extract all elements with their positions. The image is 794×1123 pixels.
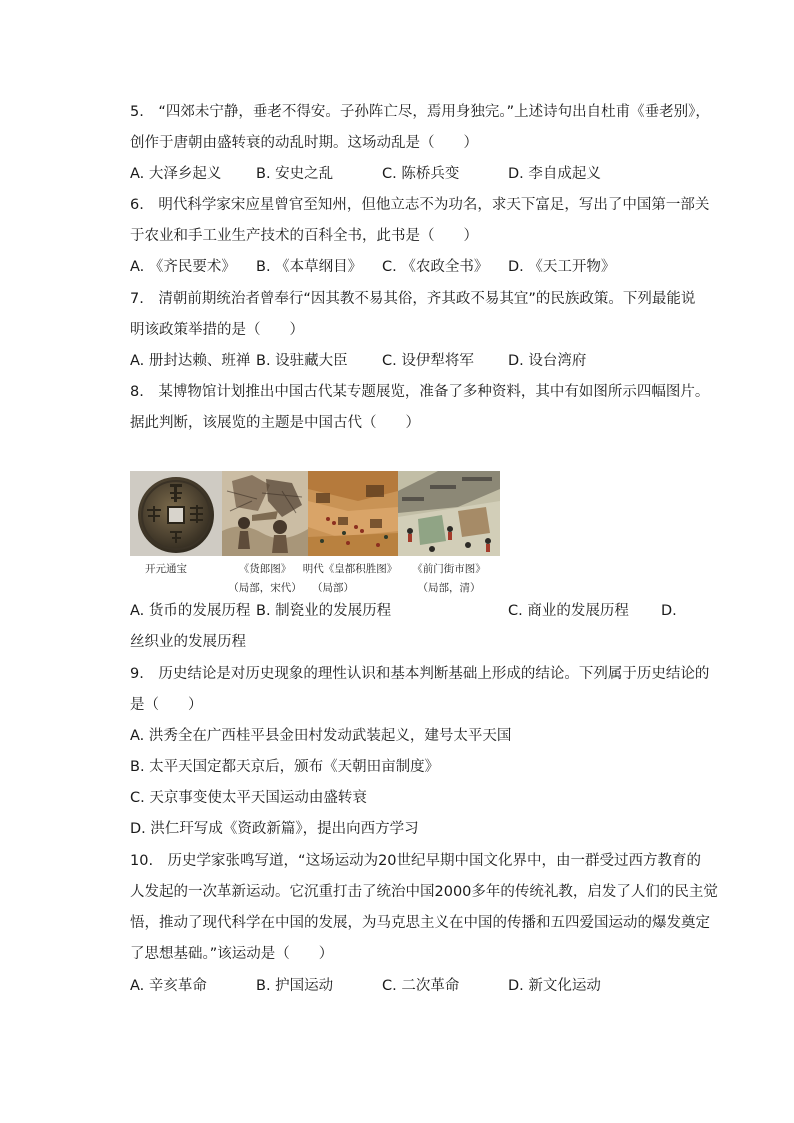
q7-option-d[interactable]: D. 设台湾府 (508, 353, 587, 369)
q10-stem-line4: 了思想基础。”该运动是（ ） (130, 946, 334, 962)
q5-stem-line2: 创作于唐朝由盛转衰的动乱时期。这场动乱是（ ） (130, 135, 478, 151)
q10-stem-line1: 10. 历史学家张鸣写道，“这场运动为20世纪早期中国文化界中，由一群受过西方教育的 (130, 853, 702, 869)
q10-option-b[interactable]: B. 护国运动 (256, 978, 334, 994)
coin-caption: 开元通宝 (145, 563, 187, 575)
q5-option-a[interactable]: A. 大泽乡起义 (130, 166, 222, 182)
huangdu-caption-line2: （局部） (312, 582, 354, 594)
q10-option-d[interactable]: D. 新文化运动 (508, 978, 601, 994)
q6-option-b[interactable]: B. 《本草纲目》 (256, 259, 363, 275)
q10-option-a[interactable]: A. 辛亥革命 (130, 978, 207, 994)
q5-options (130, 164, 730, 184)
q8-options (130, 601, 690, 621)
q10-stem-line2: 人发起的一次革新运动。它沉重打击了统治中国2000多年的传统礼教，启发了人们的民主觉 (130, 884, 718, 900)
q8-option-a[interactable]: A. 货币的发展历程 (130, 603, 251, 619)
q6-option-a[interactable]: A. 《齐民要术》 (130, 259, 236, 275)
q7-stem-line2: 明该政策举措的是（ ） (130, 322, 304, 338)
q8-option-b[interactable]: B. 制瓷业的发展历程 (256, 603, 392, 619)
q5-option-b[interactable]: B. 安史之乱 (256, 166, 334, 182)
kaiyuan-coin-image (130, 471, 222, 556)
q7-option-a[interactable]: A. 册封达赖、班禅 (130, 353, 251, 369)
q9-stem-line1: 9. 历史结论是对历史现象的理性认识和基本判断基础上形成的结论。下列属于历史结论的 (130, 666, 710, 682)
q6-options (130, 257, 730, 277)
q5-option-c[interactable]: C. 陈桥兵变 (382, 166, 460, 182)
qianmen-caption-line1: 《前门街市图》 (412, 563, 486, 575)
q7-option-c[interactable]: C. 设伊犁将军 (382, 353, 474, 369)
q10-option-c[interactable]: C. 二次革命 (382, 978, 460, 994)
huangdu-caption-line1: 明代《皇都积胜图》 (302, 563, 398, 575)
q9-option-b[interactable]: B. 太平天国定都天京后，颁布《天朝田亩制度》 (130, 759, 440, 775)
qianmen-caption-line2: （局部，清） (417, 582, 481, 594)
q6-option-c[interactable]: C. 《农政全书》 (382, 259, 489, 275)
q6-stem-line2: 于农业和手工业生产技术的百科全书，此书是（ ） (130, 228, 478, 244)
q7-options (130, 351, 730, 371)
q10-stem-line3: 悟，推动了现代科学在中国的发展，为马克思主义在中国的传播和五四爱国运动的爆发奠定 (130, 915, 710, 931)
q6-option-d[interactable]: D. 《天工开物》 (508, 259, 616, 275)
huolang-painting-image (222, 471, 308, 556)
huangdu-jisheng-painting-image (308, 471, 398, 556)
q8-stem-line2: 据此判断，该展览的主题是中国古代（ ） (130, 415, 420, 431)
q5-stem-line1: 5. “四郊未宁静，垂老不得安。子孙阵亡尽，焉用身独完。”上述诗句出自杜甫《垂老别》， (130, 104, 710, 120)
q7-stem-line1: 7. 清朝前期统治者曾奉行“因其教不易其俗，齐其政不易其宜”的民族政策。下列最能说 (130, 291, 696, 307)
huolang-caption-line2: （局部，宋代） (228, 582, 302, 594)
q7-option-b[interactable]: B. 设驻藏大臣 (256, 353, 348, 369)
qianmen-street-painting-image (398, 471, 500, 556)
q9-stem-line2: 是（ ） (130, 697, 203, 713)
q10-options (130, 976, 730, 996)
q9-option-d[interactable]: D. 洪仁玕写成《资政新篇》，提出向西方学习 (130, 821, 419, 837)
q8-option-d[interactable]: D. (661, 603, 677, 619)
huolang-caption-line1: 《货郎图》 (238, 563, 292, 575)
q5-option-d[interactable]: D. 李自成起义 (508, 166, 601, 182)
q6-stem-line1: 6. 明代科学家宋应星曾官至知州，但他立志不为功名，求天下富足，写出了中国第一部关 (130, 197, 710, 213)
q9-option-a[interactable]: A. 洪秀全在广西桂平县金田村发动武装起义，建号太平天国 (130, 728, 512, 744)
q9-option-c[interactable]: C. 天京事变使太平天国运动由盛转衰 (130, 790, 367, 806)
q8-option-c[interactable]: C. 商业的发展历程 (508, 603, 629, 619)
q8-stem-line1: 8. 某博物馆计划推出中国古代某专题展览，准备了多种资料，其中有如图所示四幅图片。 (130, 384, 710, 400)
q8-option-d-text[interactable]: 丝织业的发展历程 (130, 634, 246, 650)
